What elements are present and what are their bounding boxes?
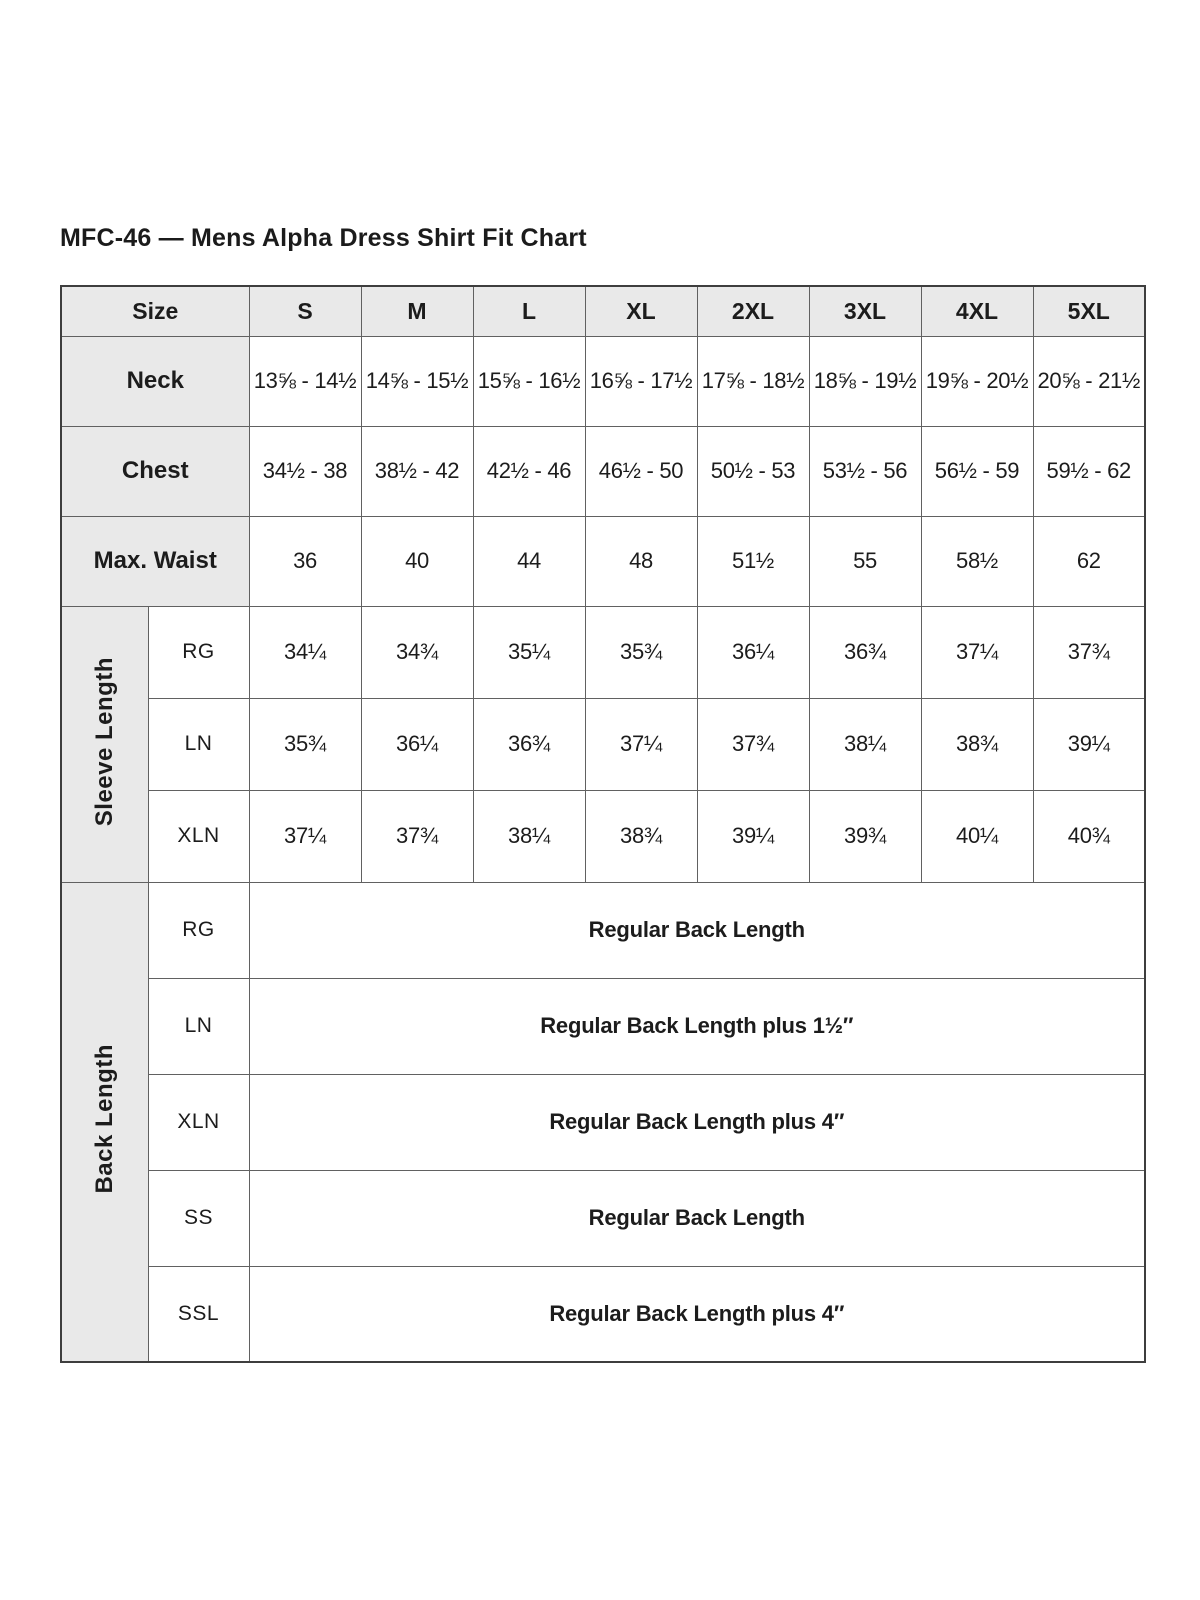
sleeve-code-xln: XLN bbox=[148, 790, 249, 882]
max-waist-value: 44 bbox=[473, 516, 585, 606]
back-ss-description: Regular Back Length bbox=[249, 1170, 1145, 1266]
size-header-row bbox=[61, 286, 1145, 336]
back-code-ssl: SSL bbox=[148, 1266, 249, 1362]
chest-label: Chest bbox=[61, 426, 249, 516]
sleeve-length-group-label: Sleeve Length bbox=[61, 606, 148, 882]
sleeve-ln-value: 35¾ bbox=[249, 698, 361, 790]
max-waist-row bbox=[61, 516, 1145, 606]
sleeve-ln-value: 37¾ bbox=[697, 698, 809, 790]
back-ssl-description: Regular Back Length plus 4″ bbox=[249, 1266, 1145, 1362]
back-xln-description: Regular Back Length plus 4″ bbox=[249, 1074, 1145, 1170]
sleeve-ln-row bbox=[61, 698, 1145, 790]
max-waist-value: 40 bbox=[361, 516, 473, 606]
back-ln-row bbox=[61, 978, 1145, 1074]
sleeve-rg-row bbox=[61, 606, 1145, 698]
chest-value: 53½ - 56 bbox=[809, 426, 921, 516]
back-code-xln: XLN bbox=[148, 1074, 249, 1170]
sleeve-xln-value: 38¾ bbox=[585, 790, 697, 882]
corner-header-size: Size bbox=[61, 286, 249, 336]
sleeve-rg-value: 37¼ bbox=[921, 606, 1033, 698]
back-ln-description: Regular Back Length plus 1½″ bbox=[249, 978, 1145, 1074]
sleeve-ln-value: 37¼ bbox=[585, 698, 697, 790]
sleeve-rg-value: 34¾ bbox=[361, 606, 473, 698]
sleeve-rg-value: 35¾ bbox=[585, 606, 697, 698]
neck-label: Neck bbox=[61, 336, 249, 426]
max-waist-value: 58½ bbox=[921, 516, 1033, 606]
chest-value: 34½ - 38 bbox=[249, 426, 361, 516]
sleeve-ln-value: 36¼ bbox=[361, 698, 473, 790]
back-rg-row bbox=[61, 882, 1145, 978]
sleeve-rg-value: 36¼ bbox=[697, 606, 809, 698]
back-length-group-label: Back Length bbox=[61, 882, 148, 1362]
max-waist-value: 62 bbox=[1033, 516, 1145, 606]
sleeve-ln-value: 36¾ bbox=[473, 698, 585, 790]
back-code-rg: RG bbox=[148, 882, 249, 978]
size-header-s: S bbox=[249, 286, 361, 336]
sleeve-ln-value: 38¼ bbox=[809, 698, 921, 790]
back-code-ln: LN bbox=[148, 978, 249, 1074]
neck-row bbox=[61, 336, 1145, 426]
sleeve-ln-value: 38¾ bbox=[921, 698, 1033, 790]
chest-value: 50½ - 53 bbox=[697, 426, 809, 516]
chest-value: 56½ - 59 bbox=[921, 426, 1033, 516]
size-header-2xl: 2XL bbox=[697, 286, 809, 336]
size-header-3xl: 3XL bbox=[809, 286, 921, 336]
sleeve-rg-value: 35¼ bbox=[473, 606, 585, 698]
max-waist-value: 48 bbox=[585, 516, 697, 606]
sleeve-xln-row bbox=[61, 790, 1145, 882]
neck-value: 13⅝ - 14½ bbox=[249, 336, 361, 426]
neck-value: 14⅝ - 15½ bbox=[361, 336, 473, 426]
page-title: MFC-46 — Mens Alpha Dress Shirt Fit Chart bbox=[60, 224, 587, 252]
chest-value: 38½ - 42 bbox=[361, 426, 473, 516]
size-header-l: L bbox=[473, 286, 585, 336]
sleeve-xln-value: 40¼ bbox=[921, 790, 1033, 882]
fit-chart-table bbox=[60, 285, 1146, 1363]
size-header-m: M bbox=[361, 286, 473, 336]
sleeve-xln-value: 37¼ bbox=[249, 790, 361, 882]
sleeve-xln-value: 39¾ bbox=[809, 790, 921, 882]
back-code-ss: SS bbox=[148, 1170, 249, 1266]
size-header-4xl: 4XL bbox=[921, 286, 1033, 336]
size-header-xl: XL bbox=[585, 286, 697, 336]
chest-row bbox=[61, 426, 1145, 516]
neck-value: 18⅝ - 19½ bbox=[809, 336, 921, 426]
sleeve-xln-value: 37¾ bbox=[361, 790, 473, 882]
max-waist-label: Max. Waist bbox=[61, 516, 249, 606]
max-waist-value: 55 bbox=[809, 516, 921, 606]
sleeve-code-rg: RG bbox=[148, 606, 249, 698]
neck-value: 19⅝ - 20½ bbox=[921, 336, 1033, 426]
sleeve-rg-value: 37¾ bbox=[1033, 606, 1145, 698]
chest-value: 46½ - 50 bbox=[585, 426, 697, 516]
max-waist-value: 36 bbox=[249, 516, 361, 606]
back-ssl-row bbox=[61, 1266, 1145, 1362]
neck-value: 15⅝ - 16½ bbox=[473, 336, 585, 426]
back-xln-row bbox=[61, 1074, 1145, 1170]
back-ss-row bbox=[61, 1170, 1145, 1266]
chest-value: 42½ - 46 bbox=[473, 426, 585, 516]
size-header-5xl: 5XL bbox=[1033, 286, 1145, 336]
back-rg-description: Regular Back Length bbox=[249, 882, 1145, 978]
sleeve-ln-value: 39¼ bbox=[1033, 698, 1145, 790]
neck-value: 17⅝ - 18½ bbox=[697, 336, 809, 426]
neck-value: 20⅝ - 21½ bbox=[1033, 336, 1145, 426]
sleeve-rg-value: 34¼ bbox=[249, 606, 361, 698]
sleeve-code-ln: LN bbox=[148, 698, 249, 790]
neck-value: 16⅝ - 17½ bbox=[585, 336, 697, 426]
sleeve-xln-value: 39¼ bbox=[697, 790, 809, 882]
sleeve-xln-value: 38¼ bbox=[473, 790, 585, 882]
chest-value: 59½ - 62 bbox=[1033, 426, 1145, 516]
sleeve-rg-value: 36¾ bbox=[809, 606, 921, 698]
max-waist-value: 51½ bbox=[697, 516, 809, 606]
sleeve-xln-value: 40¾ bbox=[1033, 790, 1145, 882]
